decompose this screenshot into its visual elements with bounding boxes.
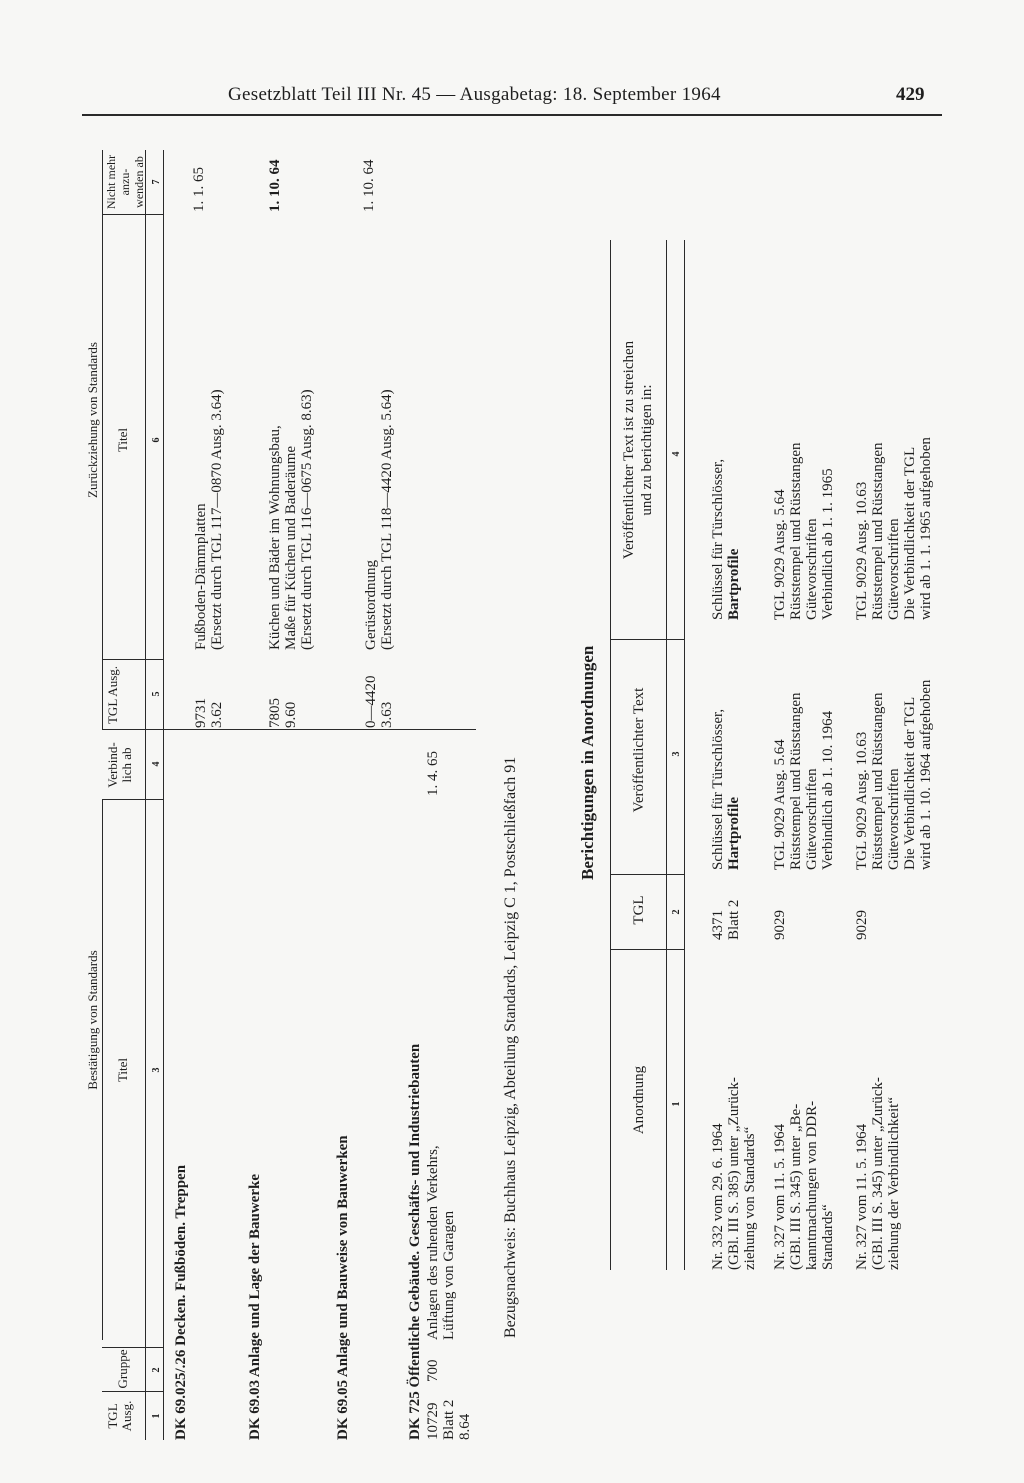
col-header-tgl: TGL Ausg. bbox=[105, 1400, 134, 1432]
table-row-veroeffentlicht: Gütevorschriften bbox=[804, 768, 820, 870]
section-heading: DK 69.05 Anlage und Bauweise von Bauwerken bbox=[335, 1135, 351, 1440]
col-number: 1 bbox=[151, 1413, 162, 1419]
table-row-veroeffentlicht: Rüststempel und Rüststangen bbox=[788, 692, 804, 870]
col-number: 5 bbox=[151, 691, 162, 697]
table-row-tgl: 4371 bbox=[710, 910, 726, 940]
table-row-veroeffentlicht: Schlüssel für Türschlösser, bbox=[710, 708, 726, 870]
titel-line2: Lüftung von Garagen bbox=[441, 1210, 457, 1340]
col-header-anordnung: Anordnung bbox=[631, 1065, 647, 1135]
ersetzt-note: (Ersetzt durch TGL 118—4420 Ausg. 5.64) bbox=[379, 389, 395, 650]
bezugsnachweis: Bezugsnachweis: Buchhaus Leipzig, Abteilung Standards, Leipzig C 1, Postschließfach 91 bbox=[502, 756, 519, 1338]
table2-title: Berichtigungen in Anordnungen bbox=[578, 645, 597, 880]
table-row-veroeffentlicht: TGL 9029 Ausg. 10.63 bbox=[854, 731, 870, 870]
table-row-anordnung: Nr. 327 vom 11. 5. 1964 bbox=[772, 1123, 788, 1270]
table-row-anordnung: Nr. 327 vom 11. 5. 1964 bbox=[854, 1123, 870, 1270]
col-number: 3 bbox=[151, 1067, 162, 1073]
table-row-veroeffentlicht: Hartprofile bbox=[726, 796, 742, 870]
table-row-berichtigt: Schlüssel für Türschlösser, bbox=[710, 458, 726, 620]
date: 1. 10. 64 bbox=[267, 159, 283, 212]
col-number: 2 bbox=[671, 909, 682, 915]
col-header-veroeffentlicht: Veröffentlichter Text bbox=[631, 687, 647, 813]
titel: Fußboden-Dämmplatten bbox=[193, 503, 209, 650]
table-row-berichtigt: TGL 9029 Ausg. 5.64 bbox=[772, 489, 788, 620]
table-row-anordnung: ziehung von Standards“ bbox=[742, 1126, 758, 1270]
tgl-ausg: 9.60 bbox=[283, 701, 299, 728]
table-row-berichtigt: Bartprofile bbox=[726, 548, 742, 620]
table-row-anordnung: Standards“ bbox=[820, 1204, 836, 1270]
titel: Gerüstordnung bbox=[363, 560, 379, 650]
table-row-berichtigt: Rüststempel und Rüststangen bbox=[788, 442, 804, 620]
tgl-blatt: Blatt 2 bbox=[441, 1399, 457, 1440]
tgl-ausg: 3.62 bbox=[209, 701, 225, 728]
col-header-nicht-mehr: Nicht mehr anzu- wenden ab bbox=[104, 154, 146, 210]
col-header-verbindlich: Verbind- lich ab bbox=[105, 742, 134, 788]
ersetzt-note: (Ersetzt durch TGL 116—0675 Ausg. 8.63) bbox=[299, 389, 315, 650]
table-row-tgl: 9029 bbox=[854, 910, 870, 940]
page-number: 429 bbox=[896, 84, 925, 105]
tgl-number: 0—4420 bbox=[363, 675, 379, 728]
col-header-berichtigt-1: Veröffentlichter Text ist zu streichen bbox=[621, 340, 637, 560]
col-number: 4 bbox=[151, 761, 162, 767]
section-heading: DK 725 Öffentliche Gebäude. Geschäfts- und Industriebauten bbox=[407, 1043, 423, 1440]
col-header-tgl-ausg: TGL Ausg. bbox=[105, 665, 120, 725]
table-row-veroeffentlicht: wird ab 1. 10. 1964 aufgehoben bbox=[918, 679, 934, 870]
col-header-titel: Titel bbox=[115, 1057, 130, 1083]
col-divider bbox=[610, 949, 684, 950]
table-row-anordnung: (GBl. III S. 345) unter „Be- bbox=[788, 1103, 804, 1270]
table-row-berichtigt: Die Verbindlichkeit der TGL bbox=[902, 446, 918, 620]
table-row-veroeffentlicht: Die Verbindlichkeit der TGL bbox=[902, 696, 918, 870]
table-row-anordnung: (GBl. III S. 345) unter „Zurück- bbox=[870, 1077, 886, 1270]
table-row-veroeffentlicht: TGL 9029 Ausg. 5.64 bbox=[772, 739, 788, 870]
group-zurueck: Zurückziehung von Standards bbox=[85, 342, 100, 498]
titel: Küchen und Bäder im Wohnungsbau, bbox=[267, 425, 283, 650]
table-row-veroeffentlicht: Verbindlich ab 1. 10. 1964 bbox=[820, 710, 836, 870]
table-row-berichtigt: Rüststempel und Rüststangen bbox=[870, 442, 886, 620]
table-row-anordnung: Nr. 332 vom 29. 6. 1964 bbox=[710, 1123, 726, 1270]
table2-top-rule bbox=[610, 240, 611, 1270]
col-number: 3 bbox=[671, 751, 682, 757]
col-header-gruppe: Gruppe bbox=[115, 1349, 130, 1389]
col-header-titel2: Titel bbox=[115, 427, 130, 453]
col-number: 4 bbox=[671, 451, 682, 457]
table-row-berichtigt: Gütevorschriften bbox=[804, 518, 820, 620]
ersetzt-note: (Ersetzt durch TGL 117—0870 Ausg. 3.64) bbox=[209, 389, 225, 650]
col-divider bbox=[610, 874, 684, 875]
table-row-anordnung: ziehung der Verbindlichkeit“ bbox=[886, 1097, 902, 1270]
section-heading: DK 69.03 Anlage und Lage der Bauwerke bbox=[247, 1174, 263, 1440]
rotated-content bbox=[80, 60, 960, 1440]
verbindlich-date: 1. 4. 65 bbox=[425, 751, 441, 796]
table-row-berichtigt: wird ab 1. 1. 1965 aufgehoben bbox=[918, 437, 934, 620]
group-bestaetigung: Bestätigung von Standards bbox=[85, 950, 100, 1090]
table-row-berichtigt: Gütevorschriften bbox=[886, 518, 902, 620]
date: 1. 10. 64 bbox=[361, 159, 377, 212]
col-number: 2 bbox=[151, 1367, 162, 1373]
table-row-berichtigt: Verbindlich ab 1. 1. 1965 bbox=[820, 468, 836, 620]
col-header-berichtigt-2: und zu berichtigen in: bbox=[639, 384, 655, 516]
date: 1. 1. 65 bbox=[191, 167, 207, 212]
table-row-tgl: Blatt 2 bbox=[726, 899, 742, 940]
col-divider bbox=[610, 639, 684, 640]
tgl-number: 7805 bbox=[267, 698, 283, 728]
titel: Anlagen des ruhenden Verkehrs, bbox=[425, 1145, 441, 1340]
titel-line2: Maße für Küchen und Baderäume bbox=[283, 445, 299, 650]
tgl-ausg: 3.63 bbox=[379, 701, 395, 728]
tgl-ausg: 8.64 bbox=[457, 1413, 473, 1440]
col-number: 1 bbox=[671, 1101, 682, 1107]
table-row-berichtigt: TGL 9029 Ausg. 10.63 bbox=[854, 481, 870, 620]
berichtigungen-table bbox=[80, 60, 960, 1440]
table-row-veroeffentlicht: Gütevorschriften bbox=[886, 768, 902, 870]
gruppe: 700 bbox=[425, 1359, 441, 1382]
tgl-number: 10729 bbox=[425, 1402, 441, 1440]
tgl-number: 9731 bbox=[193, 698, 209, 728]
col-header-tgl: TGL bbox=[631, 895, 647, 925]
table-row-anordnung: (GBl. III S. 385) unter „Zurück- bbox=[726, 1077, 742, 1270]
table2-header-rule bbox=[666, 240, 667, 1270]
table-row-anordnung: kanntmachungen von DDR- bbox=[804, 1100, 820, 1270]
table-row-veroeffentlicht: Rüststempel und Rüststangen bbox=[870, 692, 886, 870]
section-heading: DK 69.025/.26 Decken. Fußböden. Treppen bbox=[173, 1164, 189, 1440]
table-row-tgl: 9029 bbox=[772, 910, 788, 940]
page-header: Gesetzblatt Teil III Nr. 45 — Ausgabetag: 18. September 1964 bbox=[228, 84, 721, 105]
col-number: 7 bbox=[151, 179, 162, 185]
col-number: 6 bbox=[151, 437, 162, 443]
